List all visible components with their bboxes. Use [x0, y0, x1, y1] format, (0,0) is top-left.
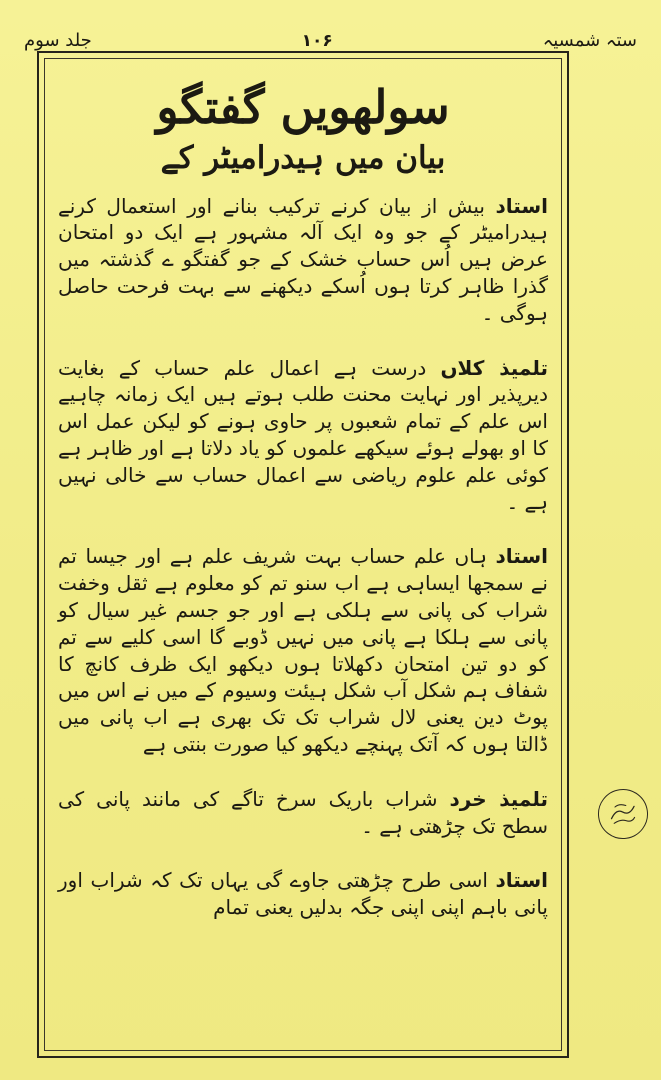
- library-stamp: [595, 786, 651, 842]
- dialogue-block: [58, 193, 548, 327]
- speaker-label: تلمیذ کلاں: [440, 355, 548, 380]
- volume-label: جلد سوم: [24, 30, 92, 51]
- dialogue-block: [58, 543, 548, 757]
- dialogue-text: شراب باریک سرخ تاگے کی مانند پانی کی سطح تک چڑھتی ہے ۔: [58, 786, 548, 838]
- chapter-subtitle: بیان میں ہیدرامیٹر کے: [160, 139, 446, 176]
- dialogue-block: [58, 355, 548, 516]
- speaker-label: استاد: [495, 868, 548, 893]
- dialogue-text: درست ہے اعمال علم حساب کے بغایت دیرپذیر اور نہایت محنت طلب ہوتے ہیں ایک زمانہ چاہیے اس علم کے تمام شعبوں پر حاوی ہونے کو لیکن عمل اس کا او بھولے ہوئے سیکھے علموں کو یاد دلاتا ہے اور ظاہر ہے کوئی علم علوم ریاضی سے اعمال حساب سے خالی نہیں ہے ۔: [58, 355, 548, 514]
- dialogue-block: [58, 867, 548, 921]
- chapter-title: سولھویں گفتگو: [156, 80, 450, 134]
- dialogue-body: [58, 193, 548, 921]
- page-content: [52, 74, 554, 1042]
- book-title: ستہ شمسیہ: [542, 30, 637, 51]
- speaker-label: استاد: [495, 193, 548, 218]
- speaker-label: تلمیذ خرد: [449, 786, 548, 811]
- dialogue-text: اسی طرح چڑھتی جاوے گی یہاں تک کہ شراب اور پانی باہم اپنی اپنی جگہ بدلیں یعنی تمام: [58, 868, 548, 920]
- page-number: ۱۰۶: [301, 30, 333, 51]
- speaker-label: استاد: [495, 544, 548, 569]
- dialogue-text: بیش از بیان کرنے ترکیب بنانے اور استعمال کرنے ہیدرامیٹر کے جو وہ ایک آلہ مشہور ہے ایک دو امتحان عرض ہیں اُس حساب خشک کے جو گفتگو ے گذشتہ میں گذرا ظاہر کرتا ہوں اُسکے دیکھنے سے بہت فرحت حاصل ہوگی ۔: [58, 193, 548, 325]
- dialogue-text: ہاں علم حساب بہت شریف علم ہے اور جیسا تم نے سمجھا ایساہی ہے اب سنو تم کو معلوم ہے ثقل وخفت شراب کی پانی سے ہلکی ہے اور جو جسم غیر سیال کو پانی سے ہلکا ہے پانی میں نہیں ڈوبے گا اسی کلیے سے تم کو دو تین امتحان دکھلاتا ہوں دیکھو ایک ظرف کانچ کا شفاف ہم شکل آب شکل ہیئت وسیوم کے میں نے اس میں پوٹ دین یعنی لال شراب تک تک بھری ہے اب پانی میں ڈالتا ہوں کہ آتک پہنچے دیکھو کیا صورت بنتی ہے: [58, 544, 548, 757]
- dialogue-block: [58, 786, 548, 840]
